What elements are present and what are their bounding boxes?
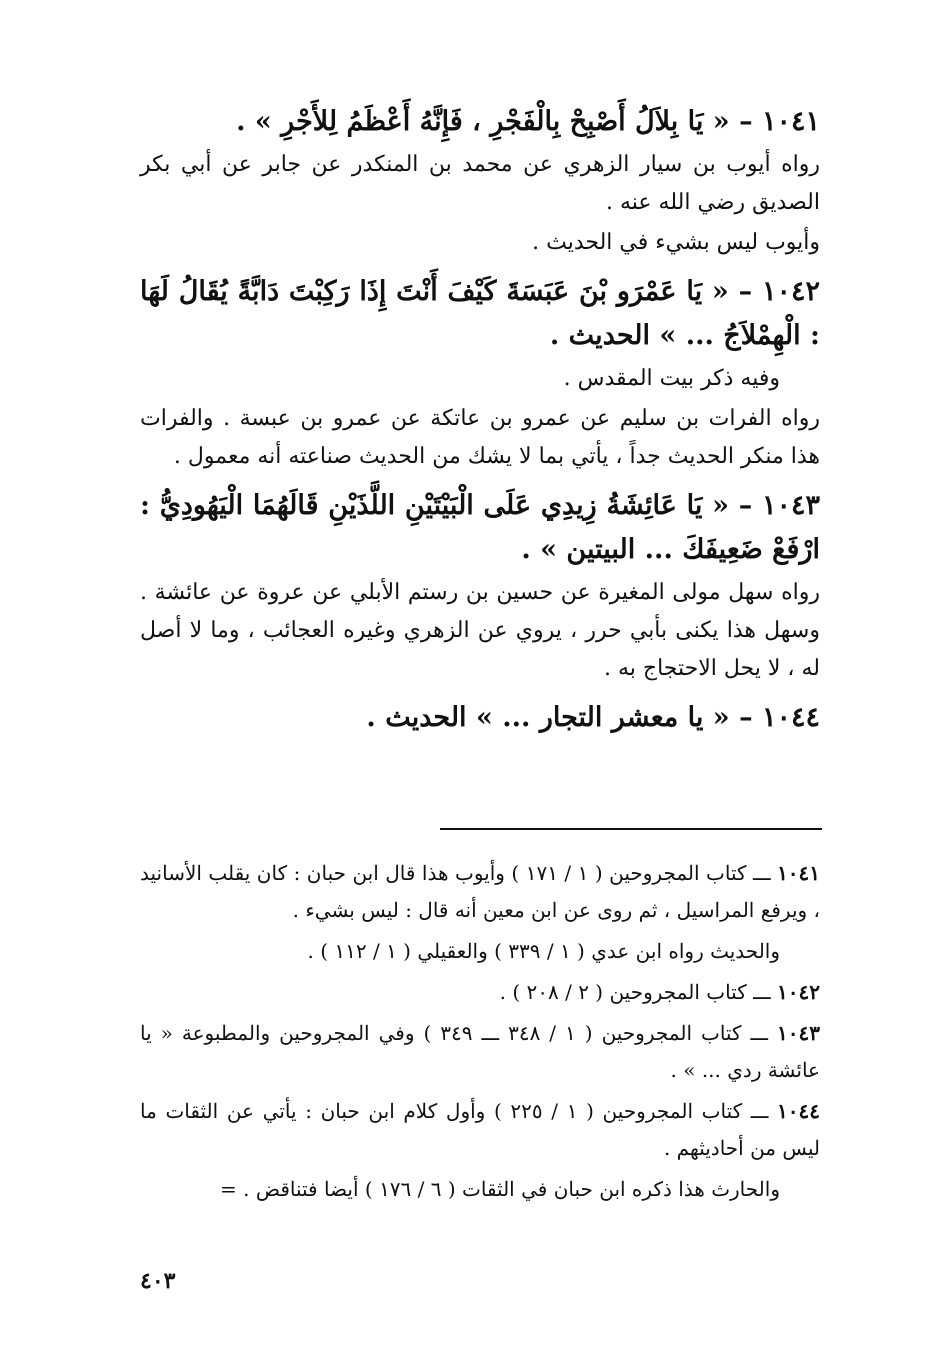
footnote-1044 [140,1093,820,1167]
footnote-1041 [140,855,820,929]
hadith-heading: ١٠٤٢ – « يَا عَمْرَو بْنَ عَبَسَةَ كَيْفَ أَنْتَ إِذَا رَكِبْتَ دَابَّةً يُقَالُ لَهَا : الْهِمْلاَجُ ... » الحديث . [140,276,820,351]
footnote-1042 [140,974,820,1011]
footnote-text: ـــ كتاب المجروحين ( ١ / ٣٤٨ ـــ ٣٤٩ ) وفي المجروحين والمطبوعة « يا عائشة ردي ... » . [140,1021,820,1082]
footnote-number: ١٠٤٤ [777,1099,820,1123]
footnote-1041-cont [140,933,820,970]
page-number: ٤٠٣ [140,1268,176,1294]
hadith-paragraph: رواه سهل مولى المغيرة عن حسين بن رستم الأبلي عن عروة عن عائشة . وسهل هذا يكنى بأبي حرر ، يروي عن الزهري وغيره العجائب ، وما لا أصل له ، لا يحل الاحتجاج به . [140,580,820,681]
hadith-paragraph: وأيوب ليس بشيء في الحديث . [532,230,820,255]
footnote-number: ١٠٤٢ [777,980,820,1004]
footnote-1044-cont [140,1171,820,1208]
footnote-number: ١٠٤١ [777,861,821,885]
hadith-1041 [140,100,820,262]
footnote-1043 [140,1015,820,1089]
footnote-text: والحارث هذا ذكره ابن حبان في الثقات ( ٦ / ١٧٦ ) أيضا فتناقض . = [220,1177,780,1201]
hadith-paragraph: وفيه ذكر بيت المقدس . [563,366,780,391]
footnote-number: ١٠٤٣ [777,1021,821,1045]
hadith-paragraph: رواه الفرات بن سليم عن عمرو بن عاتكة عن عمرو بن عبسة . والفرات هذا منكر الحديث جداً ، يأتي بما لا يشك من الحديث صناعته أنه معمول . [140,406,820,469]
footnote-text: والحديث رواه ابن عدي ( ١ / ٣٣٩ ) والعقيلي ( ١ / ١١٢ ) . [307,939,780,963]
footnote-text: ـــ كتاب المجروحين ( ٢ / ٢٠٨ ) . [499,980,771,1004]
hadith-1044 [140,696,820,740]
hadith-1043 [140,484,820,688]
hadith-heading: ١٠٤٤ – « يا معشر التجار ... » الحديث . [366,702,820,733]
hadith-heading: ١٠٤١ – « يَا بِلاَلُ أَصْبِحْ بِالْفَجْرِ ، فَإِنَّهُ أَعْظَمُ لِلأَجْرِ » . [236,106,820,137]
hadith-paragraph: رواه أيوب بن سيار الزهري عن محمد بن المنكدر عن جابر عن أبي بكر الصديق رضي الله عنه . [140,152,820,215]
footnote-divider [440,828,822,830]
hadith-heading: ١٠٤٣ – « يَا عَائِشَةُ زِيدِي عَلَى الْبَيْتَيْنِ اللَّذَيْنِ قَالَهُمَا الْيَهُودِيُّ : ارْفَعْ ضَعِيفَكَ ... البيتين » . [140,490,820,565]
hadith-1042 [140,270,820,476]
footnote-text: ـــ كتاب المجروحين ( ١ / ٢٢٥ ) وأول كلام ابن حبان : يأتي عن الثقات ما ليس من أحاديثهم . [140,1099,820,1160]
page-body [140,100,820,740]
footnotes [140,855,820,1212]
footnote-text: ـــ كتاب المجروحين ( ١ / ١٧١ ) وأيوب هذا قال ابن حبان : كان يقلب الأسانيد ، ويرفع المراسيل ، ثم روى عن ابن معين أنه قال : ليس بشيء . [140,861,820,922]
